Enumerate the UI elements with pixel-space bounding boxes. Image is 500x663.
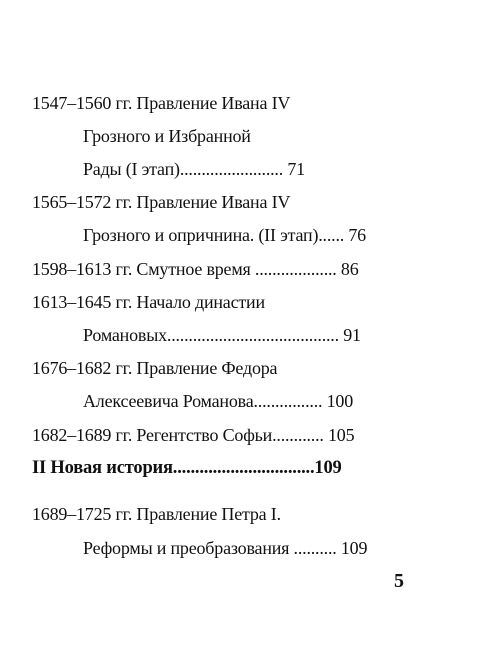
toc-entry-5-line-1: 1676–1682 гг. Правление Федора [32,358,278,378]
toc-entry-8-line-1: 1689–1725 гг. Правление Петра I. [32,504,281,524]
toc-entry-4-line-1: 1613–1645 гг. Начало династии [32,292,265,312]
toc-entry-1-line-3: Рады (I этап)........................ 71 [83,159,305,179]
toc-section-heading: II Новая история................................109 [32,458,342,478]
toc-entry-3-line-1: 1598–1613 гг. Смутное время ................... 86 [32,259,359,279]
toc-entry-2-line-1: 1565–1572 гг. Правление Ивана IV [32,192,291,212]
toc-entry-8-line-2: Реформы и преобразования .......... 109 [83,538,368,558]
toc-entry-1-line-2: Грозного и Избранной [83,126,251,146]
toc-entry-1-line-1: 1547–1560 гг. Правление Ивана IV [32,93,291,113]
toc-entry-2-line-2: Грозного и опричнина. (II этап)...... 76 [83,225,366,245]
toc-entry-4-line-2: Романовых........................................ 91 [83,325,361,345]
page-number: 5 [394,570,404,592]
toc-entry-6-line-1: 1682–1689 гг. Регентство Софьи............ 105 [32,425,355,445]
toc-entry-5-line-2: Алексеевича Романова................ 100 [83,391,353,411]
